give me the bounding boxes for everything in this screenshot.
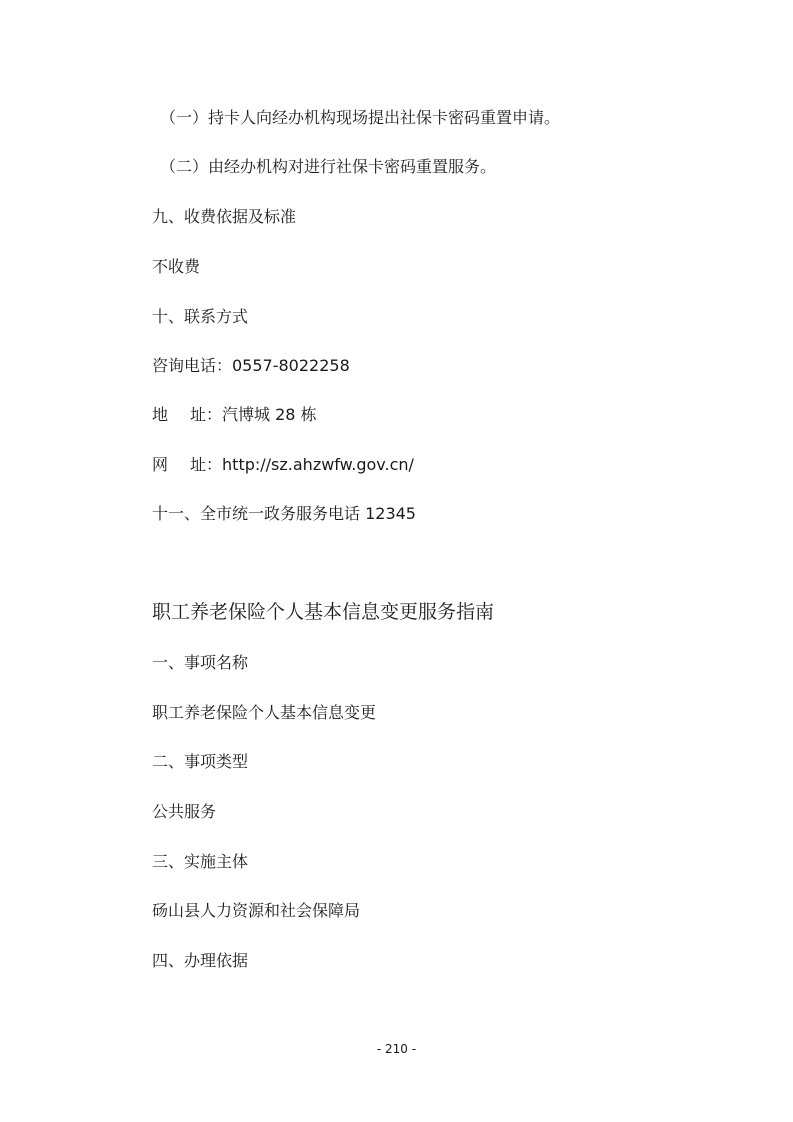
section-heading-item-type: 二、事项类型 (152, 752, 249, 771)
item-type-text: 公共服务 (152, 802, 217, 821)
section-heading-hotline: 十一、全市统一政务服务电话 12345 (152, 504, 416, 523)
item-name-text: 职工养老保险个人基本信息变更 (152, 703, 377, 722)
contact-address (152, 404, 317, 426)
implementer-text: 砀山县人力资源和社会保障局 (152, 901, 361, 920)
page-number: - 210 - (376, 1042, 417, 1056)
section-heading-fee: 九、收费依据及标准 (152, 207, 297, 226)
section-heading-contact: 十、联系方式 (152, 307, 249, 326)
guide-title: 职工养老保险个人基本信息变更服务指南 (152, 601, 495, 623)
website-label-char-1: 网 (152, 455, 169, 474)
section-heading-basis: 四、办理依据 (152, 951, 249, 970)
address-label-char-2: 址： (190, 405, 223, 424)
address-label-char-1: 地 (152, 405, 169, 424)
website-url: http://sz.ahzwfw.gov.cn/ (222, 455, 414, 474)
section-heading-item-name: 一、事项名称 (152, 653, 249, 672)
step-2-text: （二）由经办机构对进行社保卡密码重置服务。 (160, 157, 497, 176)
contact-website (152, 454, 414, 476)
section-heading-implementer: 三、实施主体 (152, 852, 249, 871)
address-value: 汽博城 28 栋 (222, 405, 317, 424)
step-1-text: （一）持卡人向经办机构现场提出社保卡密码重置申请。 (160, 108, 561, 127)
fee-text: 不收费 (152, 257, 201, 276)
contact-phone: 咨询电话：0557-8022258 (152, 356, 350, 375)
website-label-char-2: 址： (190, 455, 223, 474)
